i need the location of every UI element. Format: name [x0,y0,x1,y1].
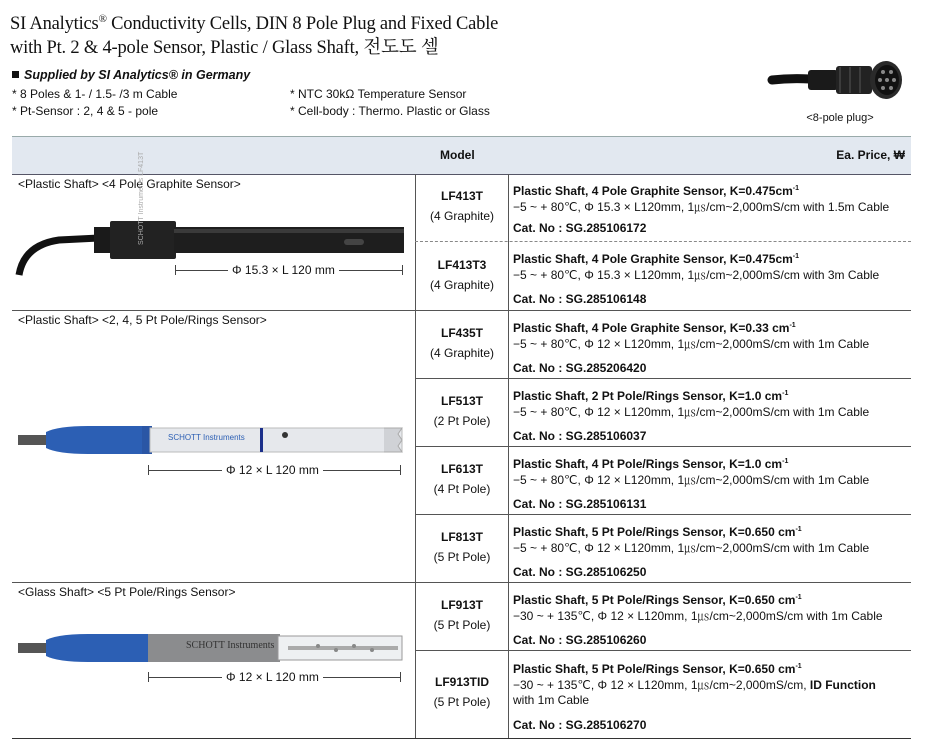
row-divider [415,650,911,651]
title-reg-mark: ® [98,13,107,25]
description-title: Plastic Shaft, 5 Pt Pole/Rings Sensor, K=0.650 cm [513,525,796,539]
model-cell [416,394,508,428]
description-title: Plastic Shaft, 4 Pole Graphite Sensor, K=0.475cm [513,184,793,198]
description-cell [513,318,908,377]
unit-exponent: -1 [795,526,802,533]
section-divider [12,582,911,583]
table-header [12,136,911,175]
description-title: Plastic Shaft, 4 Pole Graphite Sensor, K=0.475cm [513,252,793,266]
model-code: LF813T [440,530,483,544]
unit-exponent: -1 [789,322,796,329]
probe-plastic-pt-image [18,420,408,460]
page-title [10,7,498,60]
probe-brand-text: SCHOTT Instruments [186,640,275,651]
unit-exponent: -1 [792,185,800,192]
feature-item: * 8 Poles & 1- / 1.5- /3 m Cable [12,87,178,101]
model-code: LF913TID [434,675,489,689]
section-divider [12,310,911,311]
column-divider [508,174,509,738]
description-cell [513,249,908,308]
catalog-number: Cat. No : SG.285106148 [513,292,647,306]
description-spec: −5 ~ + 80℃, Φ 12 × L120mm, 1㎲/cm~2,000mS/cm with 1m Cable [513,472,870,487]
feature-item: * NTC 30kΩ Temperature Sensor [290,87,467,101]
plug-image [770,58,910,102]
description-cell [513,454,908,513]
plug-caption: <8-pole plug> [806,112,874,124]
model-sensor: (4 Pt Pole) [433,482,491,496]
section-label: <Plastic Shaft> <4 Pole Graphite Sensor> [18,177,241,191]
description-title: Plastic Shaft, 4 Pole Graphite Sensor, K=0.33 cm [513,321,790,335]
row-divider [415,241,911,242]
catalog-number: Cat. No : SG.285206420 [513,361,647,375]
unit-exponent: -1 [782,390,789,397]
model-code: LF413T3 [437,258,487,272]
model-code: LF435T [440,326,483,340]
dimension-tick [402,265,403,275]
model-cell [416,598,508,632]
title-brand: SI Analytics [10,14,99,35]
section-label: <Plastic Shaft> <2, 4, 5 Pt Pole/Rings Sensor> [18,313,267,327]
dimension-label: Φ 12 × L 120 mm [222,463,323,477]
description-spec: −30 ~ + 135℃, Φ 12 × L120mm, 1㎲/cm~2,000mS/cm, [513,677,810,692]
model-cell [416,675,508,709]
model-code: LF913T [440,598,483,612]
header-price: Ea. Price, ₩ [836,148,905,162]
dimension-tick [400,465,401,475]
model-cell [416,258,508,292]
model-sensor: (4 Graphite) [429,278,495,292]
model-cell [416,189,508,223]
dimension-tick [400,672,401,682]
row-divider [415,446,911,447]
description-cell [513,386,908,445]
model-cell [416,530,508,564]
description-spec: −5 ~ + 80℃, Φ 15.3 × L120mm, 1㎲/cm~2,000mS/cm with 3m Cable [513,267,880,282]
row-divider [415,514,911,515]
feature-item: * Pt-Sensor : 2, 4 & 5 - pole [12,104,159,118]
table-bottom [12,738,911,739]
catalog-number: Cat. No : SG.285106037 [513,429,647,443]
description-cell [513,659,908,733]
catalog-number: Cat. No : SG.285106270 [513,717,647,732]
model-cell [416,326,508,360]
description-spec: −5 ~ + 80℃, Φ 12 × L120mm, 1㎲/cm~2,000mS/cm with 1m Cable [513,540,870,555]
catalog-number: Cat. No : SG.285106131 [513,497,647,511]
header-model: Model [440,148,475,162]
probe-brand-text: SCHOTT Instruments LF413T [138,151,145,245]
description-title: Plastic Shaft, 5 Pt Pole/Rings Sensor, K=0.650 cm [513,593,796,607]
description-spec: −30 ~ + 135℃, Φ 12 × L120mm, 1㎲/cm~2,000mS/cm with 1m Cable [513,608,883,623]
probe-glass-pt-image [18,628,408,668]
description-title: Plastic Shaft, 5 Pt Pole/Rings Sensor, K=0.650 cm [513,662,796,676]
model-sensor: (5 Pt Pole) [433,695,491,709]
model-sensor: (5 Pt Pole) [433,618,491,632]
dimension-label: Φ 15.3 × L 120 mm [228,263,339,277]
model-code: LF613T [440,462,483,476]
probe-brand-text: SCHOTT Instruments [168,433,245,442]
unit-exponent: -1 [782,458,789,465]
catalog-number: Cat. No : SG.285106260 [513,633,647,647]
description-spec: −5 ~ + 80℃, Φ 12 × L120mm, 1㎲/cm~2,000mS/cm with 1m Cable [513,336,870,351]
row-divider [415,378,911,379]
description-spec-cont: with 1m Cable [513,693,590,707]
description-cell [513,181,908,237]
title-line1-rest: Conductivity Cells, DIN 8 Pole Plug and Fixed Cable [106,14,499,35]
dimension-label: Φ 12 × L 120 mm [222,670,323,684]
catalog-number: Cat. No : SG.285106172 [513,221,647,235]
description-title: Plastic Shaft, 4 Pt Pole/Rings Sensor, K=1.0 cm [513,457,783,471]
description-title: Plastic Shaft, 2 Pt Pole/Rings Sensor, K=1.0 cm [513,389,783,403]
unit-exponent: -1 [792,253,800,260]
model-sensor: (4 Graphite) [429,209,495,223]
title-line2: with Pt. 2 & 4-pole Sensor, Plastic / Glass Shaft, 전도도 셀 [10,38,439,59]
catalog-number: Cat. No : SG.285106250 [513,565,647,579]
section-label: <Glass Shaft> <5 Pt Pole/Rings Sensor> [18,585,236,599]
unit-exponent: -1 [795,594,802,601]
supplied-by: Supplied by SI Analytics® in Germany [12,68,250,82]
model-cell [416,462,508,496]
bullet-square-icon [12,71,19,78]
id-function-label: ID Function [809,677,876,692]
model-sensor: (4 Graphite) [429,346,495,360]
model-code: LF413T [440,189,483,203]
model-sensor: (5 Pt Pole) [433,550,491,564]
model-sensor: (2 Pt Pole) [433,414,491,428]
features-right [290,86,490,120]
description-cell [513,590,908,649]
model-code: LF513T [440,394,483,408]
description-spec: −5 ~ + 80℃, Φ 12 × L120mm, 1㎲/cm~2,000mS/cm with 1m Cable [513,404,870,419]
description-cell [513,522,908,581]
features-left [12,86,177,120]
feature-item: * Cell-body : Thermo. Plastic or Glass [290,104,490,118]
unit-exponent: -1 [795,663,802,670]
description-spec: −5 ~ + 80℃, Φ 15.3 × L120mm, 1㎲/cm~2,000mS/cm with 1.5m Cable [513,199,890,214]
